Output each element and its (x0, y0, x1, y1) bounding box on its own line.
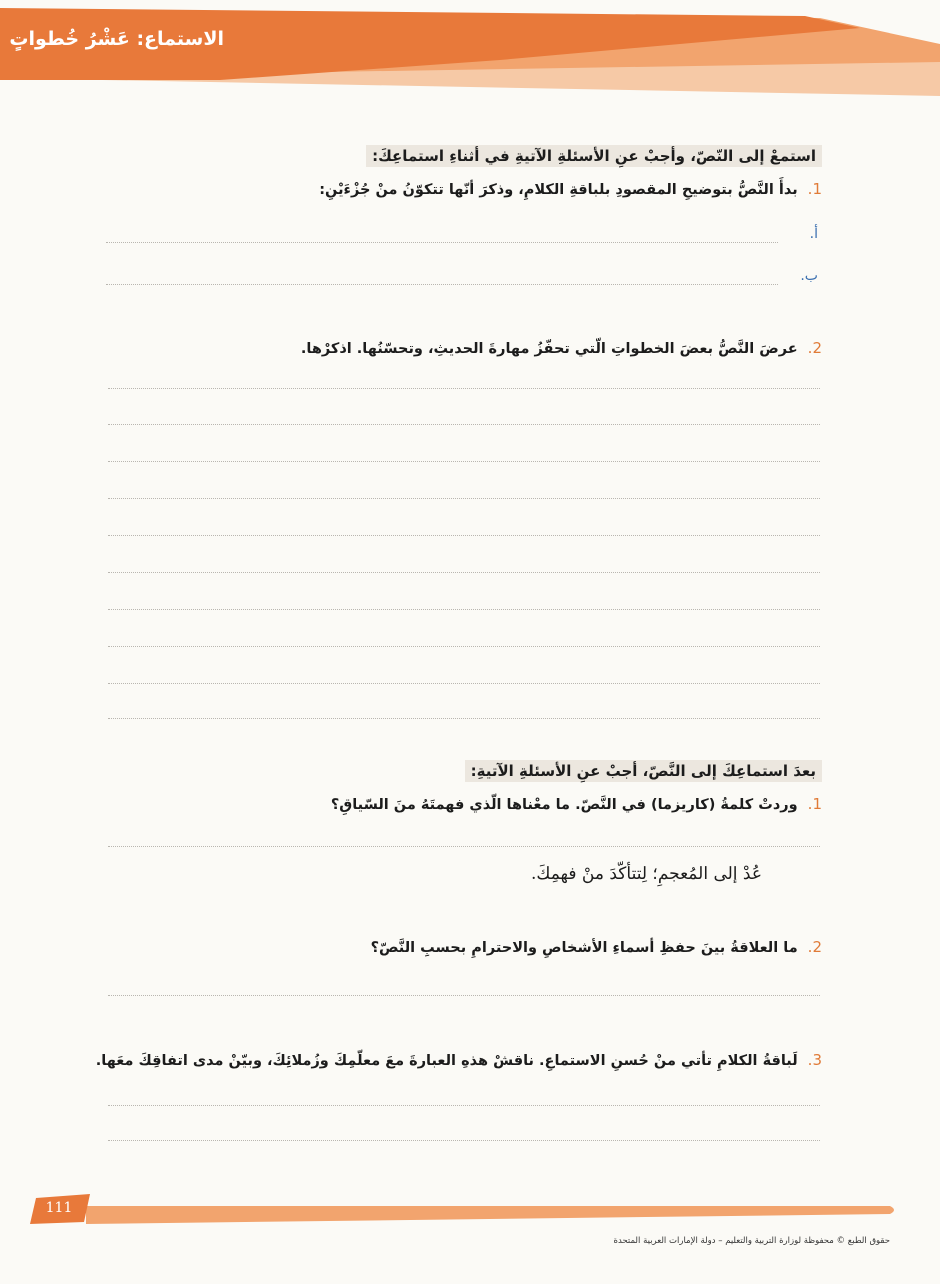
answer-line[interactable] (106, 242, 778, 243)
answer-line[interactable] (108, 535, 820, 536)
copyright-notice: حقوق الطبع © محفوظة لوزارة التربية والتعليم – دولة الإمارات العربية المتحدة (613, 1236, 890, 1246)
question-text: بدأَ النَّصُّ بتوضيحِ المقصودِ بلباقةِ الكلامِ، وذكرَ أنّها تتكوّنُ منْ جُزْءَيْنِ: (319, 182, 798, 198)
footer-bar (0, 1188, 940, 1228)
section-heading-after: بعدَ استماعِكَ إلى النَّصّ، أجبْ عنِ الأسئلةِ الآتيةِ: (465, 760, 822, 782)
answer-line[interactable] (108, 1140, 820, 1141)
answer-line[interactable] (108, 388, 820, 389)
answer-line[interactable] (108, 1105, 820, 1106)
question-text: عرضَ النَّصُّ بعضَ الخطواتِ الّتي تحفّزُ مهارةَ الحديثِ، وتحسّنُها. اذكرْها. (300, 341, 798, 357)
answer-line[interactable] (108, 572, 820, 573)
header-banner (0, 0, 940, 110)
answer-line[interactable] (106, 284, 778, 285)
question-text: لَباقةُ الكلامِ تأتي منْ حُسنِ الاستماعِ. ناقشْ هذهِ العبارةَ معَ معلّمِكَ وزُملائِكَ، وبيّنْ مدى اتفاقِكَ معَها. (95, 1053, 798, 1069)
page-number: 111 (45, 1200, 73, 1216)
answer-line[interactable] (108, 646, 820, 647)
sub-item-b: ب. (800, 268, 818, 284)
answer-line[interactable] (108, 683, 820, 684)
question-number: 2. (807, 938, 822, 956)
question-number: 3. (807, 1051, 822, 1069)
answer-line[interactable] (108, 498, 820, 499)
question-text: ما العلاقةُ بينَ حفظِ أسماءِ الأشخاصِ والاحترامِ بحسبِ النَّصّ؟ (370, 940, 798, 956)
section-heading-during: استمعْ إلى النّصّ، وأجبْ عنِ الأسئلةِ الآتيةِ في أثناءِ استماعِكَ: (366, 145, 822, 167)
question-after-3 (96, 1051, 822, 1069)
answer-line[interactable] (108, 461, 820, 462)
question-after-1 (331, 795, 822, 813)
answer-line[interactable] (108, 609, 820, 610)
sub-item-a: أ. (809, 226, 818, 242)
question-number: 1. (807, 180, 822, 198)
question-text: وردتْ كلمةُ (كاريزما) في النَّصّ. ما معْناها الّذي فهمتَهُ منَ السّياقِ؟ (330, 797, 798, 813)
answer-line[interactable] (108, 718, 820, 719)
dictionary-hint: عُدْ إلى المُعجمِ؛ لِتتأكّدَ منْ فهمِكَ. (531, 864, 762, 884)
answer-line[interactable] (108, 424, 820, 425)
question-number: 1. (807, 795, 822, 813)
question-number: 2. (807, 339, 822, 357)
question-2 (301, 339, 822, 357)
page-title: الاستماع: عَشْرُ خُطواتٍ (9, 28, 224, 50)
footer-stripe (86, 1206, 894, 1224)
question-after-2 (371, 938, 822, 956)
answer-line[interactable] (108, 846, 820, 847)
question-1 (319, 180, 822, 198)
answer-line[interactable] (108, 995, 820, 996)
